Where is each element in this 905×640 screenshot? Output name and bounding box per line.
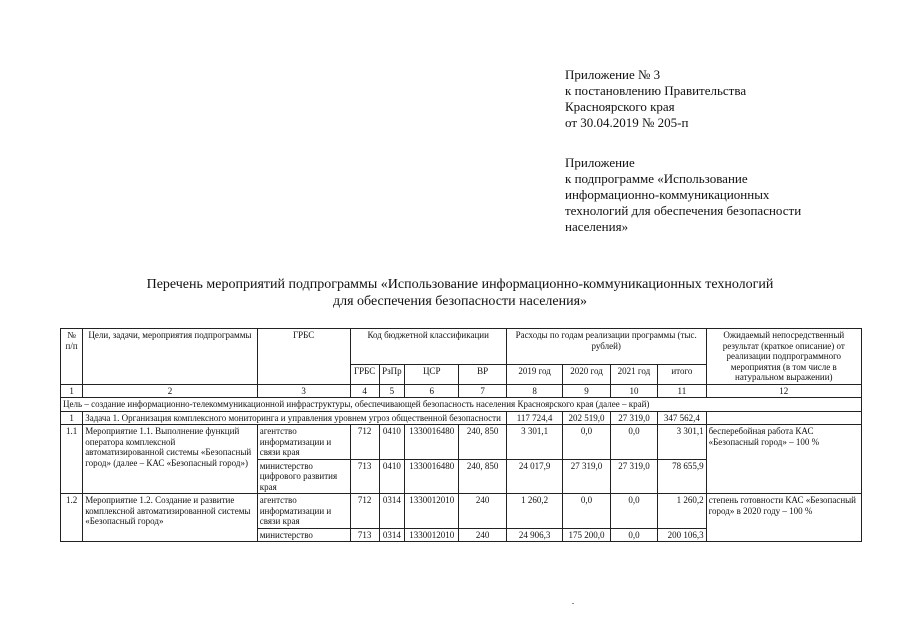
value-2020: 27 319,0 <box>563 459 610 494</box>
task-2020: 202 519,0 <box>563 411 610 425</box>
grbs-code: 713 <box>350 528 379 542</box>
column-number: 5 <box>379 384 404 398</box>
csr-code: 1330016480 <box>404 425 458 460</box>
measure-result: бесперебойная работа КАС «Безопасный город» – 100 % <box>706 425 861 494</box>
title-line-2: для обеспечения безопасности населения» <box>332 294 588 309</box>
column-number: 11 <box>658 384 706 398</box>
appendix-sub-line: технологий для обеспечения безопасности <box>565 203 802 218</box>
column-number: 7 <box>459 384 506 398</box>
column-number: 3 <box>257 384 350 398</box>
grbs-name: министерство цифрового развития края <box>257 459 350 494</box>
csr-code: 1330012010 <box>404 494 458 529</box>
vr-code: 240, 850 <box>459 425 506 460</box>
appendix-main-line: Приложение № 3 <box>565 67 661 82</box>
vr-code: 240 <box>459 494 506 529</box>
measure-num: 1.2 <box>61 494 83 542</box>
column-number: 2 <box>83 384 258 398</box>
measure-text: Мероприятие 1.1. Выполнение функций оператора комплексной автоматизированной системы «Безопасный город» (далее – КАС «Безопасный город») <box>83 425 258 494</box>
value-2020: 0,0 <box>563 494 610 529</box>
value-2019: 24 017,9 <box>506 459 562 494</box>
scan-speck <box>572 603 574 604</box>
subheader-vr: ВР <box>459 364 506 384</box>
goal-row <box>61 398 862 412</box>
value-2020: 175 200,0 <box>563 528 610 542</box>
task-row <box>61 411 862 425</box>
task-text: Задача 1. Организация комплексного мониторинга и управления уровнем угроз общественной безопасности <box>83 411 507 425</box>
value-total: 78 655,9 <box>658 459 706 494</box>
grbs-name: министерство <box>257 528 350 542</box>
value-2021: 0,0 <box>610 425 657 460</box>
grbs-name: агентство информатизации и связи края <box>257 425 350 460</box>
measure-result: степень готовности КАС «Безопасный город» в 2020 году – 100 % <box>706 494 861 542</box>
subheader-2020: 2020 год <box>563 364 610 384</box>
appendix-sub-line: к подпрограмме «Использование <box>565 171 748 186</box>
column-number: 8 <box>506 384 562 398</box>
vr-code: 240 <box>459 528 506 542</box>
measure-num: 1.1 <box>61 425 83 494</box>
rzpr-code: 0410 <box>379 425 404 460</box>
header-num: № п/п <box>61 329 83 385</box>
column-number: 12 <box>706 384 861 398</box>
rzpr-code: 0410 <box>379 459 404 494</box>
measure-row <box>61 494 862 529</box>
value-2021: 0,0 <box>610 494 657 529</box>
value-2019: 3 301,1 <box>506 425 562 460</box>
column-number: 10 <box>610 384 657 398</box>
column-number: 4 <box>350 384 379 398</box>
appendix-main-line: от 30.04.2019 № 205-п <box>565 115 689 130</box>
goal-text: Цель – создание информационно-телекоммуникационной инфраструктуры, обеспечивающей безопасность населения Красноярского края (далее – край) <box>61 398 862 412</box>
task-num: 1 <box>61 411 83 425</box>
rzpr-code: 0314 <box>379 494 404 529</box>
task-2019: 117 724,4 <box>506 411 562 425</box>
grbs-code: 712 <box>350 494 379 529</box>
measures-table <box>60 328 862 542</box>
measure-text: Мероприятие 1.2. Создание и развитие комплексной автоматизированной системы «Безопасный город» <box>83 494 258 542</box>
appendix-sub-line: Приложение <box>565 155 635 170</box>
column-number-row <box>61 384 862 398</box>
header-budget-code: Код бюджетной классификации <box>350 329 506 365</box>
measure-row <box>61 425 862 460</box>
header-goals: Цели, задачи, мероприятия подпрограммы <box>83 329 258 385</box>
value-2021: 27 319,0 <box>610 459 657 494</box>
title-line-1: Перечень мероприятий подпрограммы «Использование информационно-коммуникационных технологий <box>146 277 774 292</box>
appendix-sub-line: информационно-коммуникационных <box>565 187 770 202</box>
subheader-2019: 2019 год <box>506 364 562 384</box>
grbs-name: агентство информатизации и связи края <box>257 494 350 529</box>
vr-code: 240, 850 <box>459 459 506 494</box>
appendix-main-line: к постановлению Правительства <box>565 83 747 98</box>
value-2019: 1 260,2 <box>506 494 562 529</box>
appendix-sub-line: населения» <box>565 219 629 234</box>
appendix-main-line: Красноярского края <box>565 99 675 114</box>
column-number: 6 <box>404 384 458 398</box>
value-total: 200 106,3 <box>658 528 706 542</box>
header-result: Ожидаемый непосредственный результат (краткое описание) от реализации подпрограммного мероприятия (в том числе в натуральном выражении) <box>706 329 861 385</box>
rzpr-code: 0314 <box>379 528 404 542</box>
value-2019: 24 906,3 <box>506 528 562 542</box>
value-2021: 0,0 <box>610 528 657 542</box>
task-total: 347 562,4 <box>658 411 706 425</box>
document-title <box>60 276 860 310</box>
header-expenses: Расходы по годам реализации программы (тыс. рублей) <box>506 329 706 365</box>
appendix-sub-block <box>565 155 801 235</box>
value-total: 3 301,1 <box>658 425 706 460</box>
subheader-grbs: ГРБС <box>350 364 379 384</box>
subheader-rzpr: РзПр <box>379 364 404 384</box>
value-2020: 0,0 <box>563 425 610 460</box>
appendix-main-block <box>565 67 746 131</box>
header-grbs: ГРБС <box>257 329 350 385</box>
subheader-total: итого <box>658 364 706 384</box>
column-number: 9 <box>563 384 610 398</box>
task-2021: 27 319,0 <box>610 411 657 425</box>
header-row <box>61 329 862 365</box>
csr-code: 1330016480 <box>404 459 458 494</box>
csr-code: 1330012010 <box>404 528 458 542</box>
grbs-code: 713 <box>350 459 379 494</box>
subheader-csr: ЦСР <box>404 364 458 384</box>
subheader-2021: 2021 год <box>610 364 657 384</box>
value-total: 1 260,2 <box>658 494 706 529</box>
task-result <box>706 411 861 425</box>
grbs-code: 712 <box>350 425 379 460</box>
column-number: 1 <box>61 384 83 398</box>
